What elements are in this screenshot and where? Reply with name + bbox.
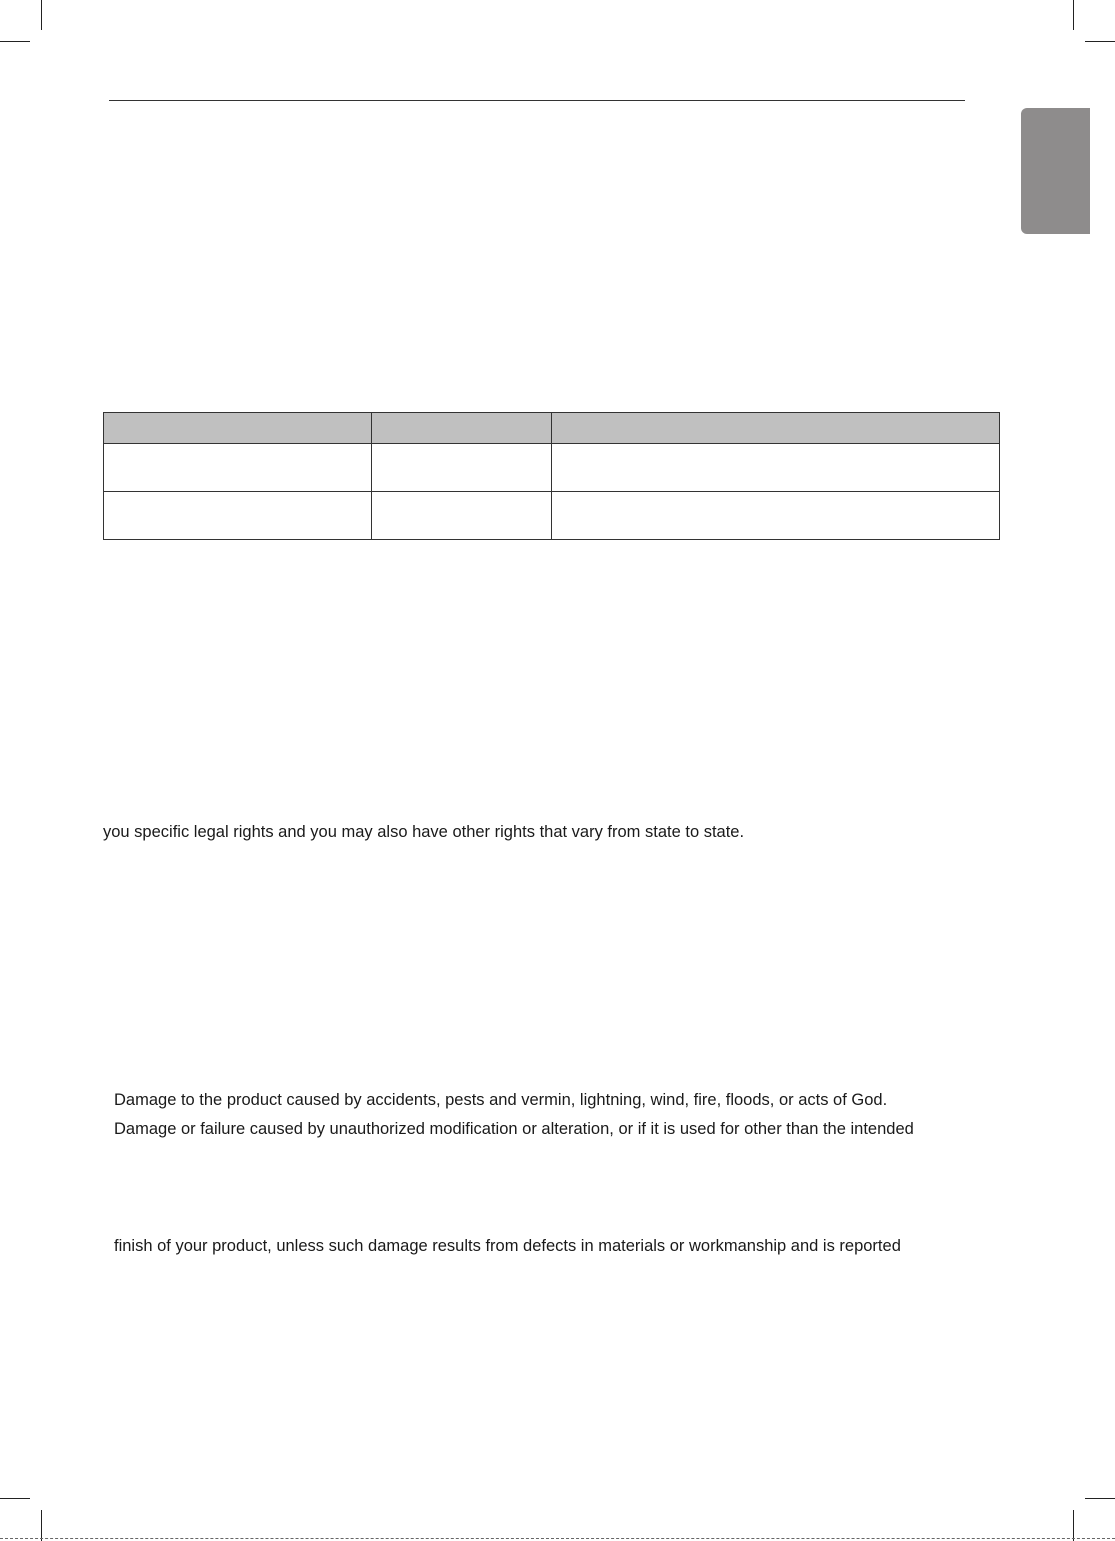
crop-mark xyxy=(41,1510,42,1541)
table-cell xyxy=(104,444,372,492)
crop-mark xyxy=(1085,41,1115,42)
crop-mark xyxy=(1073,1510,1074,1541)
crop-mark xyxy=(0,41,30,42)
table-header-cell xyxy=(104,413,372,444)
exclusion-item: Damage or failure caused by unauthorized modification or alteration, or if it is used for other than the intended xyxy=(114,1120,914,1138)
exclusion-item: Damage to the product caused by accidents, pests and vermin, lightning, wind, fire, floods, or acts of God. xyxy=(114,1091,888,1109)
language-side-tab xyxy=(1021,108,1090,234)
table-cell xyxy=(372,492,552,540)
legal-rights-text: you specific legal rights and you may also have other rights that vary from state to state. xyxy=(103,823,745,841)
table-cell xyxy=(552,444,1000,492)
table-row xyxy=(104,492,1000,540)
crop-mark xyxy=(1073,0,1074,30)
crop-mark xyxy=(41,0,42,30)
table-header-cell xyxy=(372,413,552,444)
header-rule xyxy=(109,100,965,101)
table-row xyxy=(104,444,1000,492)
table-cell xyxy=(372,444,552,492)
crop-mark xyxy=(1085,1498,1115,1499)
table-cell xyxy=(104,492,372,540)
table-header-row xyxy=(104,413,1000,444)
finish-damage-text: finish of your product, unless such damage results from defects in materials or workmanship and is reported xyxy=(114,1237,901,1255)
table-cell xyxy=(552,492,1000,540)
table-header-cell xyxy=(552,413,1000,444)
trim-line xyxy=(0,1538,1115,1539)
crop-mark xyxy=(0,1498,30,1499)
warranty-table xyxy=(103,412,1000,540)
